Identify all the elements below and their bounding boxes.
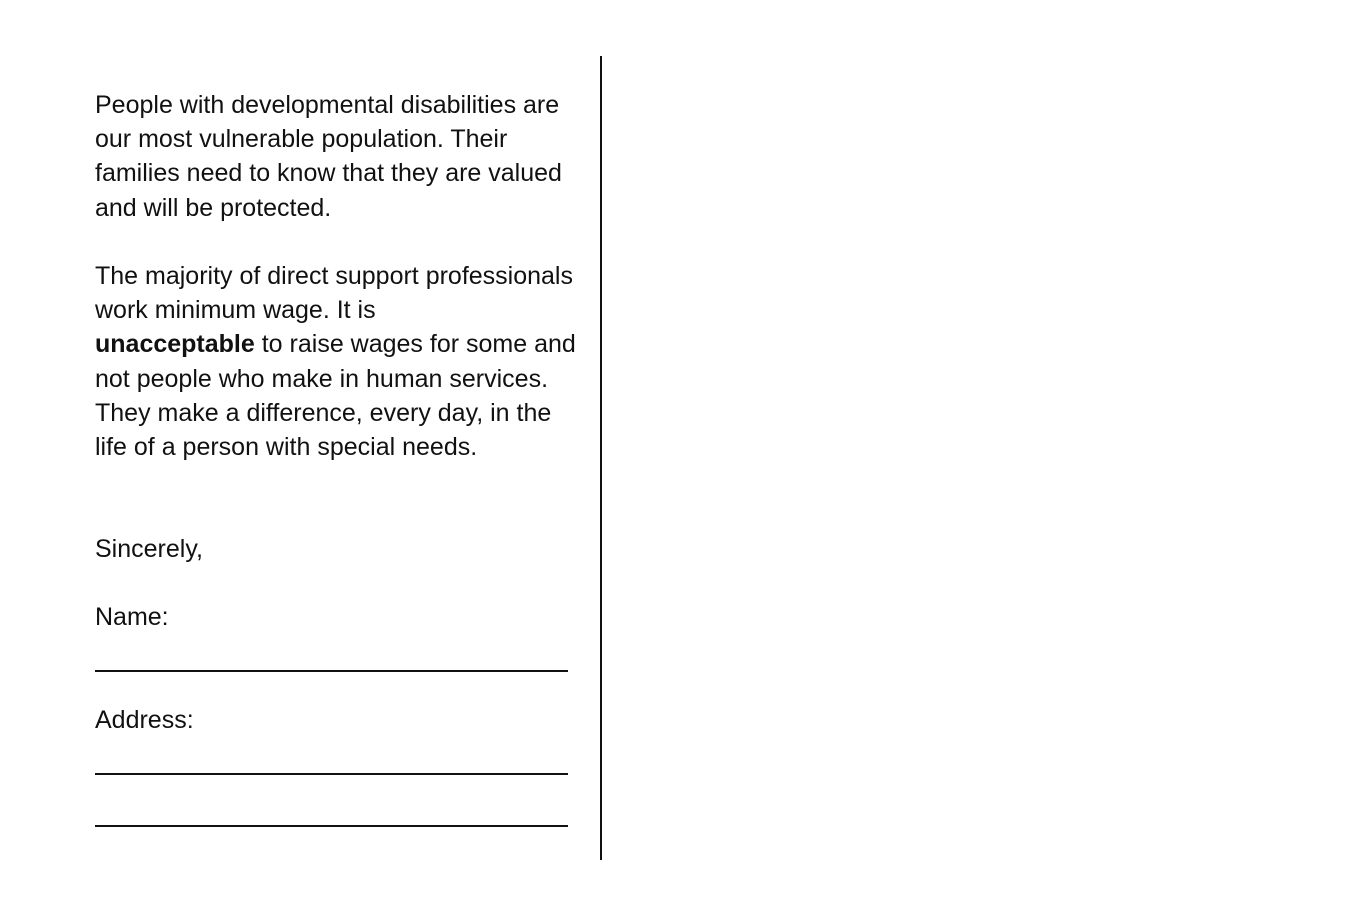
address-line-1 [95,773,568,775]
address-line-2 [95,825,568,827]
message-paragraph-2 [95,259,585,464]
name-line [95,670,568,672]
message-body [95,88,585,464]
paragraph-2-tail: to raise wages for some and not people who make in human services. They make a difference, every day, in the life of a person with special needs. [95,330,576,462]
address-label: Address: [95,706,194,734]
message-paragraph-1: People with developmental disabilities are our most vulnerable population. Their families need to know that they are valued and will be protected. [95,91,562,222]
paragraph-spacer [95,225,585,259]
paragraph-2-lead: The majority of direct support professionals work minimum wage. It is [95,262,573,325]
emphasis-word: unacceptable [95,330,255,359]
center-divider [600,56,602,860]
name-label: Name: [95,603,169,631]
closing-text: Sincerely, [95,535,203,563]
